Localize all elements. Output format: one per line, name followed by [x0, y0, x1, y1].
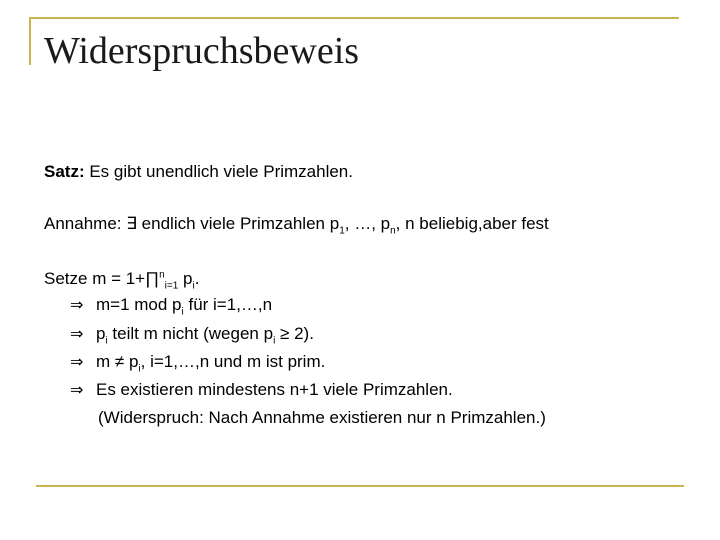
theorem-text: Es gibt unendlich viele Primzahlen.: [84, 162, 353, 181]
implication-line-1: [70, 294, 272, 316]
implication-4-text: Es existieren mindestens n+1 viele Primzahlen.: [96, 380, 453, 399]
implies-arrow-icon: ⇒: [70, 352, 84, 371]
product-subscript: i=1: [164, 280, 179, 292]
title-accent-horizontal-line: [29, 17, 679, 19]
implies-arrow-icon: ⇒: [70, 380, 84, 399]
footer-accent-line: [36, 485, 684, 487]
assumption-middle: , …, p: [344, 214, 391, 233]
definition-suffix: .: [194, 269, 200, 288]
implication-1-text: m=1 mod p: [96, 295, 182, 314]
implication-1-suffix: für i=1,…,n: [183, 295, 273, 314]
implication-1-subscript: i: [181, 306, 184, 318]
implication-3-suffix: , i=1,…,n und m ist prim.: [140, 352, 326, 371]
theorem-label: Satz:: [44, 162, 85, 181]
assumption-subscript-n: n: [390, 225, 396, 237]
implication-line-3: [70, 351, 325, 373]
slide-title: Widerspruchsbeweis: [44, 30, 360, 72]
theorem-statement: [44, 161, 353, 183]
title-accent-vertical-line: [29, 17, 31, 65]
assumption-subscript-1: 1: [339, 225, 345, 237]
assumption-prefix: Annahme: ∃ endlich viele Primzahlen p: [44, 214, 340, 233]
implication-3-subscript: i: [138, 363, 141, 375]
implication-2-subscript: i: [105, 335, 108, 347]
implies-arrow-icon: ⇒: [70, 324, 84, 343]
definition-middle: p: [178, 269, 193, 288]
implication-line-4: [70, 379, 453, 401]
implication-line-2: [70, 323, 314, 345]
implication-2-suffix: ≥ 2).: [275, 324, 314, 343]
definition-line: [44, 268, 199, 290]
contradiction-note: (Widerspruch: Nach Annahme existieren nur n Primzahlen.): [98, 408, 546, 427]
implies-arrow-icon: ⇒: [70, 295, 84, 314]
definition-subscript-i: i: [192, 280, 195, 292]
product-superscript: n: [159, 269, 165, 281]
implication-3-text: m ≠ p: [96, 352, 139, 371]
definition-prefix: Setze m = 1+∏: [44, 269, 160, 288]
assumption-line: [44, 213, 549, 235]
implication-2-subscript-2: i: [273, 335, 276, 347]
assumption-suffix: , n beliebig,aber fest: [395, 214, 549, 233]
implication-2-middle: teilt m nicht (wegen p: [107, 324, 274, 343]
implication-2-text: p: [96, 324, 106, 343]
